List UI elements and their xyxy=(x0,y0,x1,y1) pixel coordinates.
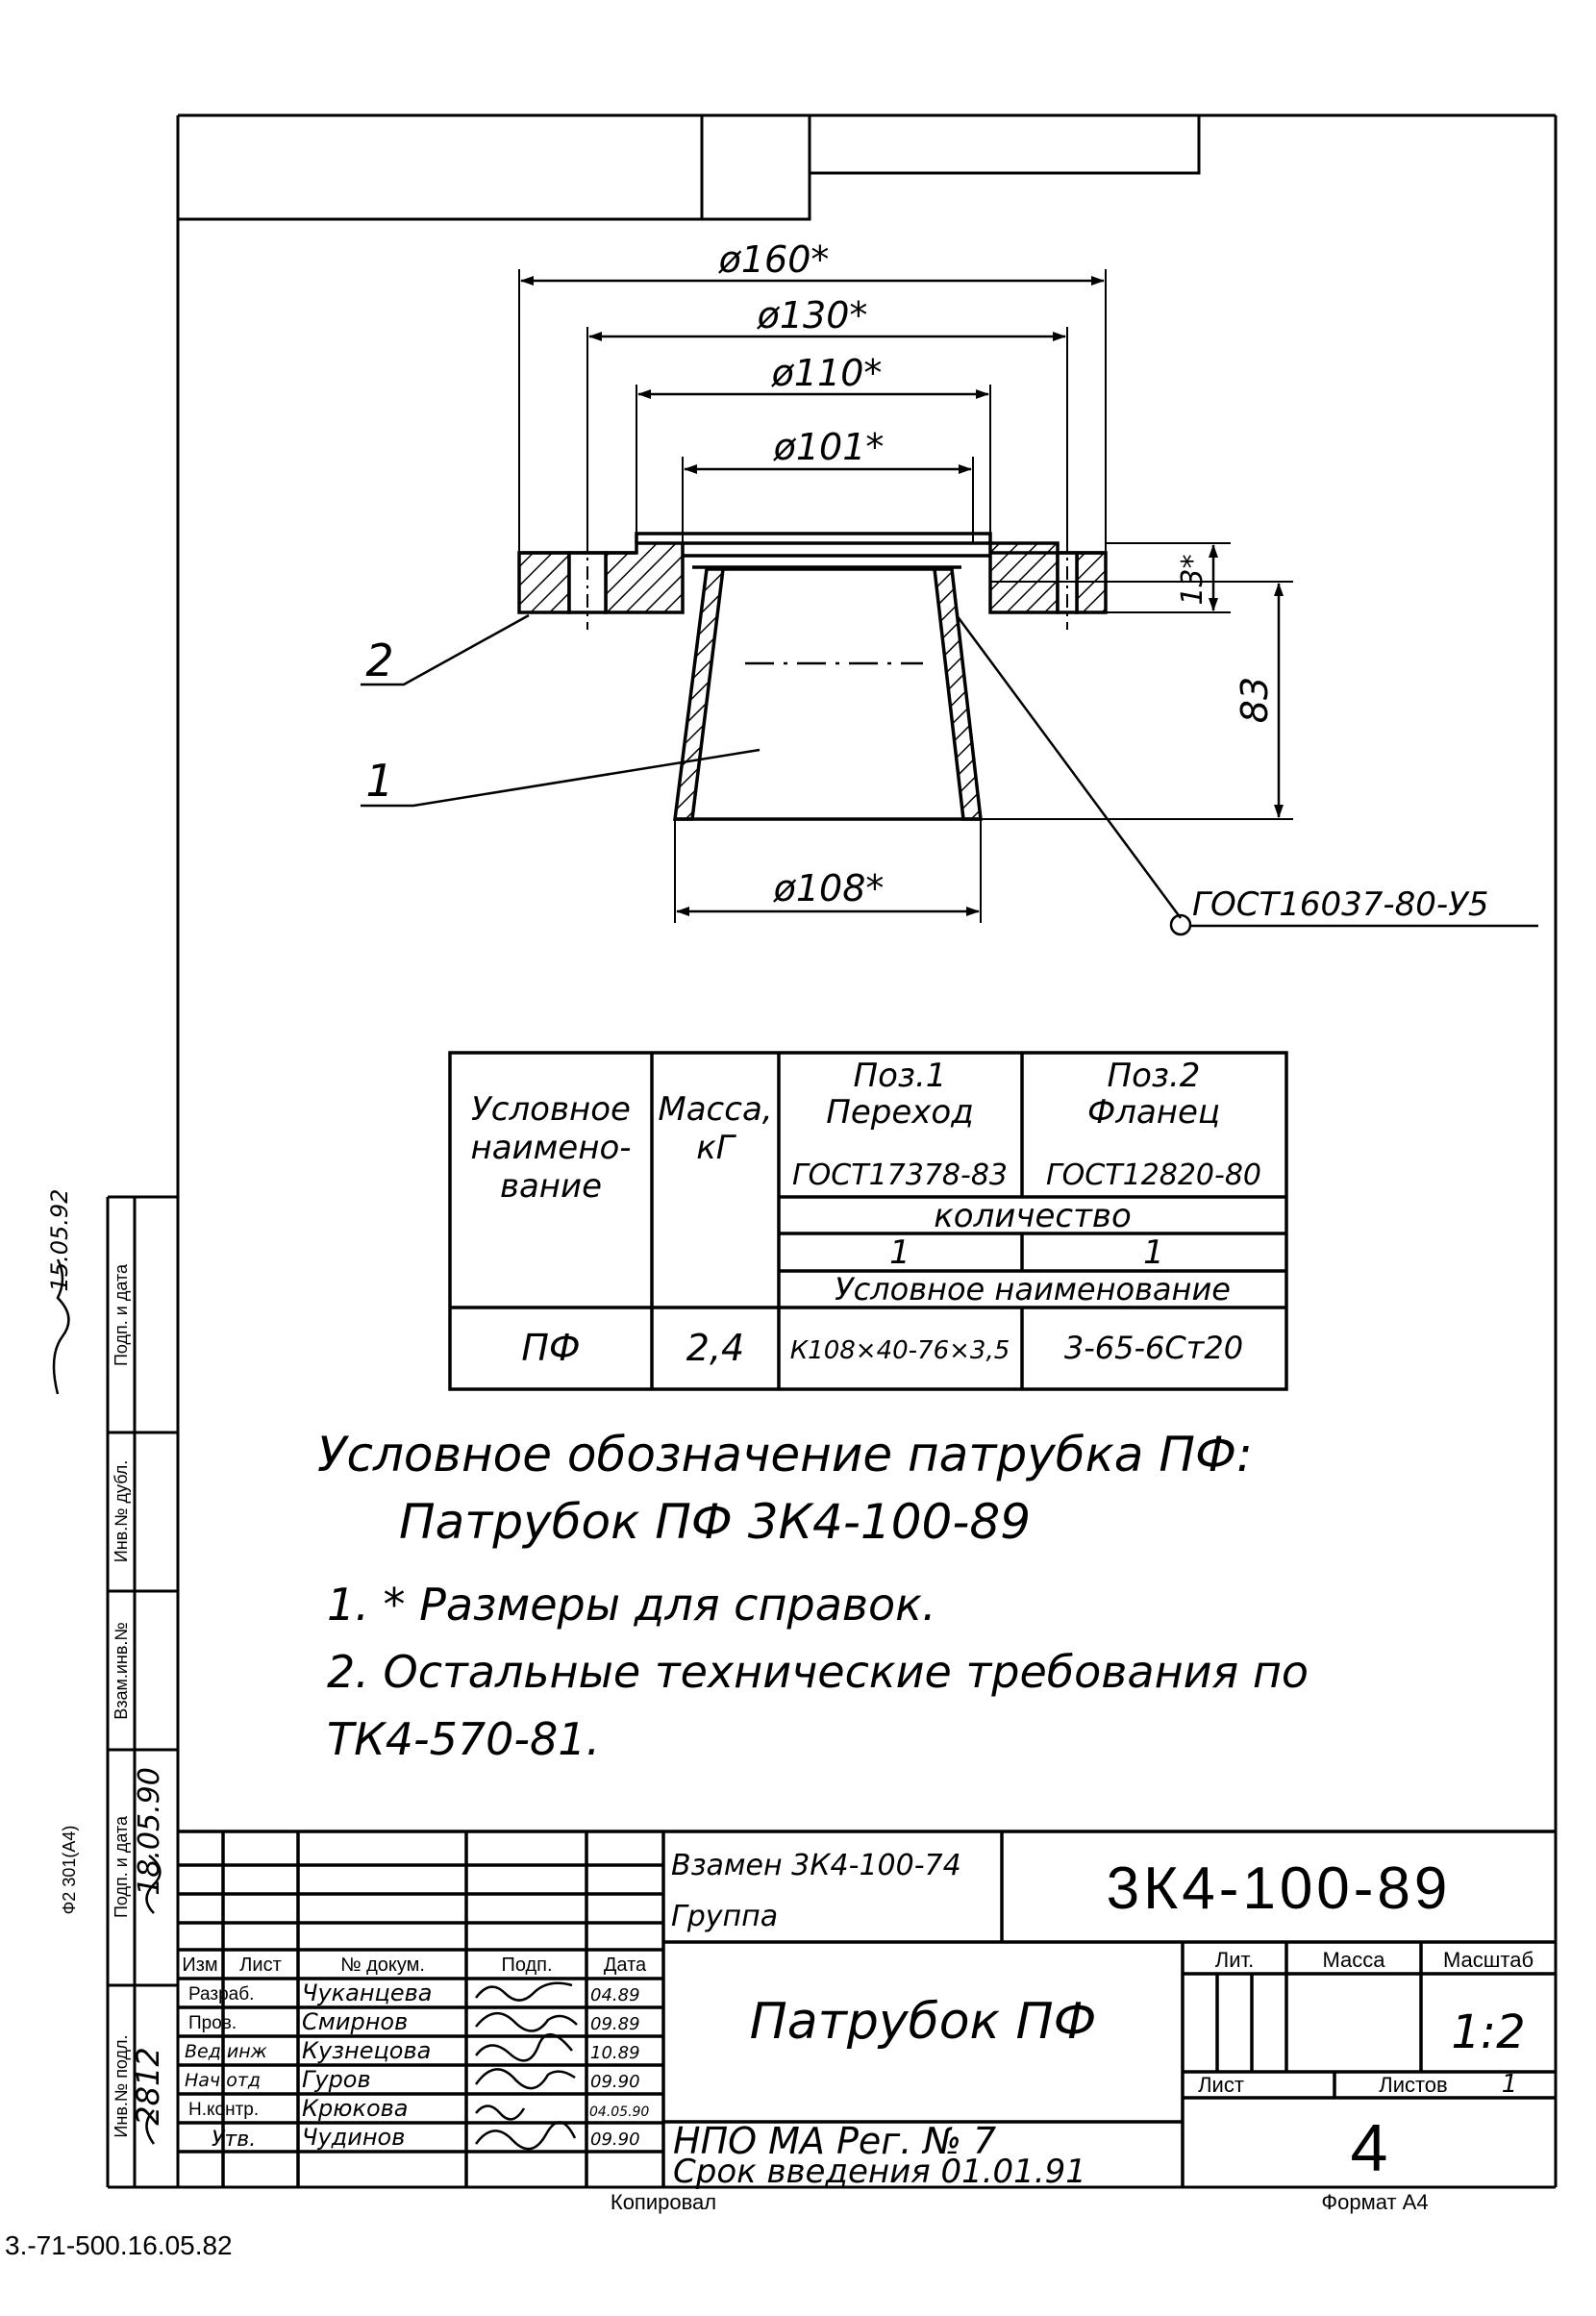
date-check: 09.89 xyxy=(590,2014,640,2034)
header-list: Лист xyxy=(239,1955,282,1976)
role-dev: Разраб. xyxy=(188,1984,255,2005)
header-doc: № докум. xyxy=(340,1955,425,1976)
stamp-vzam-inv: Взам.инв.№ xyxy=(112,1622,131,1720)
name-check: Смирнов xyxy=(302,2008,409,2035)
format-label: Формат А4 xyxy=(1321,2190,1429,2214)
note-2-line-1: 2. Остальные технические требования по xyxy=(327,1646,1309,1698)
group-label: Группа xyxy=(671,1900,779,1933)
weld-reference: ГОСТ16037-80-У5 xyxy=(1192,885,1489,924)
date-dev: 04.89 xyxy=(590,1985,640,2005)
date-head: 09.90 xyxy=(590,2072,640,2092)
lit-label: Лит. xyxy=(1214,1948,1255,1972)
part-name: Патрубок ПФ xyxy=(749,1993,1097,2051)
sheets-value: 1 xyxy=(1501,2070,1518,2099)
spec-row-name: ПФ xyxy=(521,1327,581,1369)
spec-col-pos2-2: Фланец xyxy=(1086,1093,1221,1132)
designation-value: Патрубок ПФ 3К4-100-89 xyxy=(399,1494,1032,1550)
spec-col-mass-1: Масса, xyxy=(658,1090,773,1129)
mass-label: Масса xyxy=(1322,1948,1385,1972)
position-2-label: 2 xyxy=(365,635,394,686)
stamp-inv-dubl: Инв.№ дубл. xyxy=(112,1459,131,1563)
scale-label: Масштаб xyxy=(1442,1948,1534,1972)
header-izm: Изм xyxy=(182,1955,218,1976)
dim-d130: ø130* xyxy=(757,294,868,336)
date-lead: 10.89 xyxy=(590,2043,640,2063)
dim-h13: 13* xyxy=(1176,554,1209,606)
spec-col-mass-2: кГ xyxy=(696,1129,735,1167)
title-block-text xyxy=(182,1849,1534,2214)
spec-qty-2: 1 xyxy=(1143,1233,1164,1272)
dim-d101: ø101* xyxy=(773,426,885,468)
part-drawing xyxy=(361,238,1538,934)
spec-col-name-1: Условное xyxy=(471,1090,631,1129)
footer-code: 3.-71-500.16.05.82 xyxy=(5,2230,233,2260)
role-lead: Вед.инж xyxy=(185,2041,267,2062)
spec-row-pos2: 3-65-6Ст20 xyxy=(1063,1330,1244,1366)
stamp-inventory-number: 2812 xyxy=(130,2047,166,2126)
sheets-label: Листов xyxy=(1379,2073,1448,2097)
role-check: Пров. xyxy=(188,2013,237,2033)
spec-col-pos2-3: ГОСТ12820-80 xyxy=(1045,1158,1262,1192)
replaces-label: Взамен 3К4-100-74 xyxy=(671,1849,961,1882)
role-approve: Утв. xyxy=(212,2128,257,2152)
spec-row-pos1: К108×40-76×3,5 xyxy=(789,1336,1010,1365)
spec-row-mass: 2,4 xyxy=(686,1327,745,1369)
stamp-podp-data-bottom: Подп. и дата xyxy=(112,1815,131,1919)
dim-h83: 83 xyxy=(1234,676,1276,724)
dim-d160: ø160* xyxy=(718,238,830,281)
date-norm: 04.05.90 xyxy=(589,2104,650,2120)
role-head: Нач.отд xyxy=(185,2070,262,2091)
dim-d108: ø108* xyxy=(773,867,885,909)
role-norm: Н.контр. xyxy=(188,2100,260,2120)
date-approve: 09.90 xyxy=(590,2129,640,2150)
spec-table-text xyxy=(470,1057,1261,1369)
spec-col-pos1-3: ГОСТ17378-83 xyxy=(791,1158,1009,1192)
copied-label: Копировал xyxy=(610,2190,717,2214)
scale-value: 1:2 xyxy=(1451,2005,1526,2059)
sheet-label: Лист xyxy=(1198,2073,1244,2097)
organization: НПО МА Рег. № 7 xyxy=(673,2120,997,2162)
stamp-date-top: 15.05.92 xyxy=(46,1188,73,1292)
stamp-form-label: Ф2 301(А4) xyxy=(60,1825,79,1915)
note-2-line-2: ТК4-570-81. xyxy=(327,1713,601,1765)
name-dev: Чуканцева xyxy=(302,1980,433,2006)
spec-col-name-3: вание xyxy=(499,1167,603,1206)
dim-d110: ø110* xyxy=(771,352,883,394)
notes xyxy=(317,1427,1309,1765)
sheet-number: 4 xyxy=(1350,2110,1388,2185)
note-1: 1. * Размеры для справок. xyxy=(327,1579,936,1631)
intro-date: Срок введения 01.01.91 xyxy=(673,2153,1086,2191)
designation-title: Условное обозначение патрубка ПФ: xyxy=(317,1427,1253,1482)
spec-col-pos1-1: Поз.1 xyxy=(853,1057,947,1095)
name-approve: Чудинов xyxy=(302,2124,406,2151)
document-code: 3К4-100-89 xyxy=(1106,1855,1452,1922)
spec-qty-label: количество xyxy=(934,1197,1132,1235)
spec-col-pos1-2: Переход xyxy=(826,1093,974,1132)
name-norm: Крюкова xyxy=(302,2095,409,2122)
header-sign: Подп. xyxy=(501,1955,553,1976)
spec-cond-name-label: Условное наименование xyxy=(835,1271,1231,1307)
name-lead: Кузнецова xyxy=(302,2037,432,2064)
stamp-podp-data-top: Подп. и дата xyxy=(112,1263,131,1367)
reducer-section xyxy=(675,569,981,819)
header-date: Дата xyxy=(603,1955,647,1976)
stamp-inv-podl: Инв.№ подл. xyxy=(112,2034,131,2138)
spec-col-name-2: наимено- xyxy=(470,1129,632,1167)
stamp-date-bottom: 18.05.90 xyxy=(133,1767,166,1896)
position-1-label: 1 xyxy=(365,755,394,807)
spec-col-pos2-1: Поз.2 xyxy=(1107,1057,1201,1095)
name-head: Гуров xyxy=(302,2066,371,2093)
spec-qty-1: 1 xyxy=(889,1233,910,1272)
